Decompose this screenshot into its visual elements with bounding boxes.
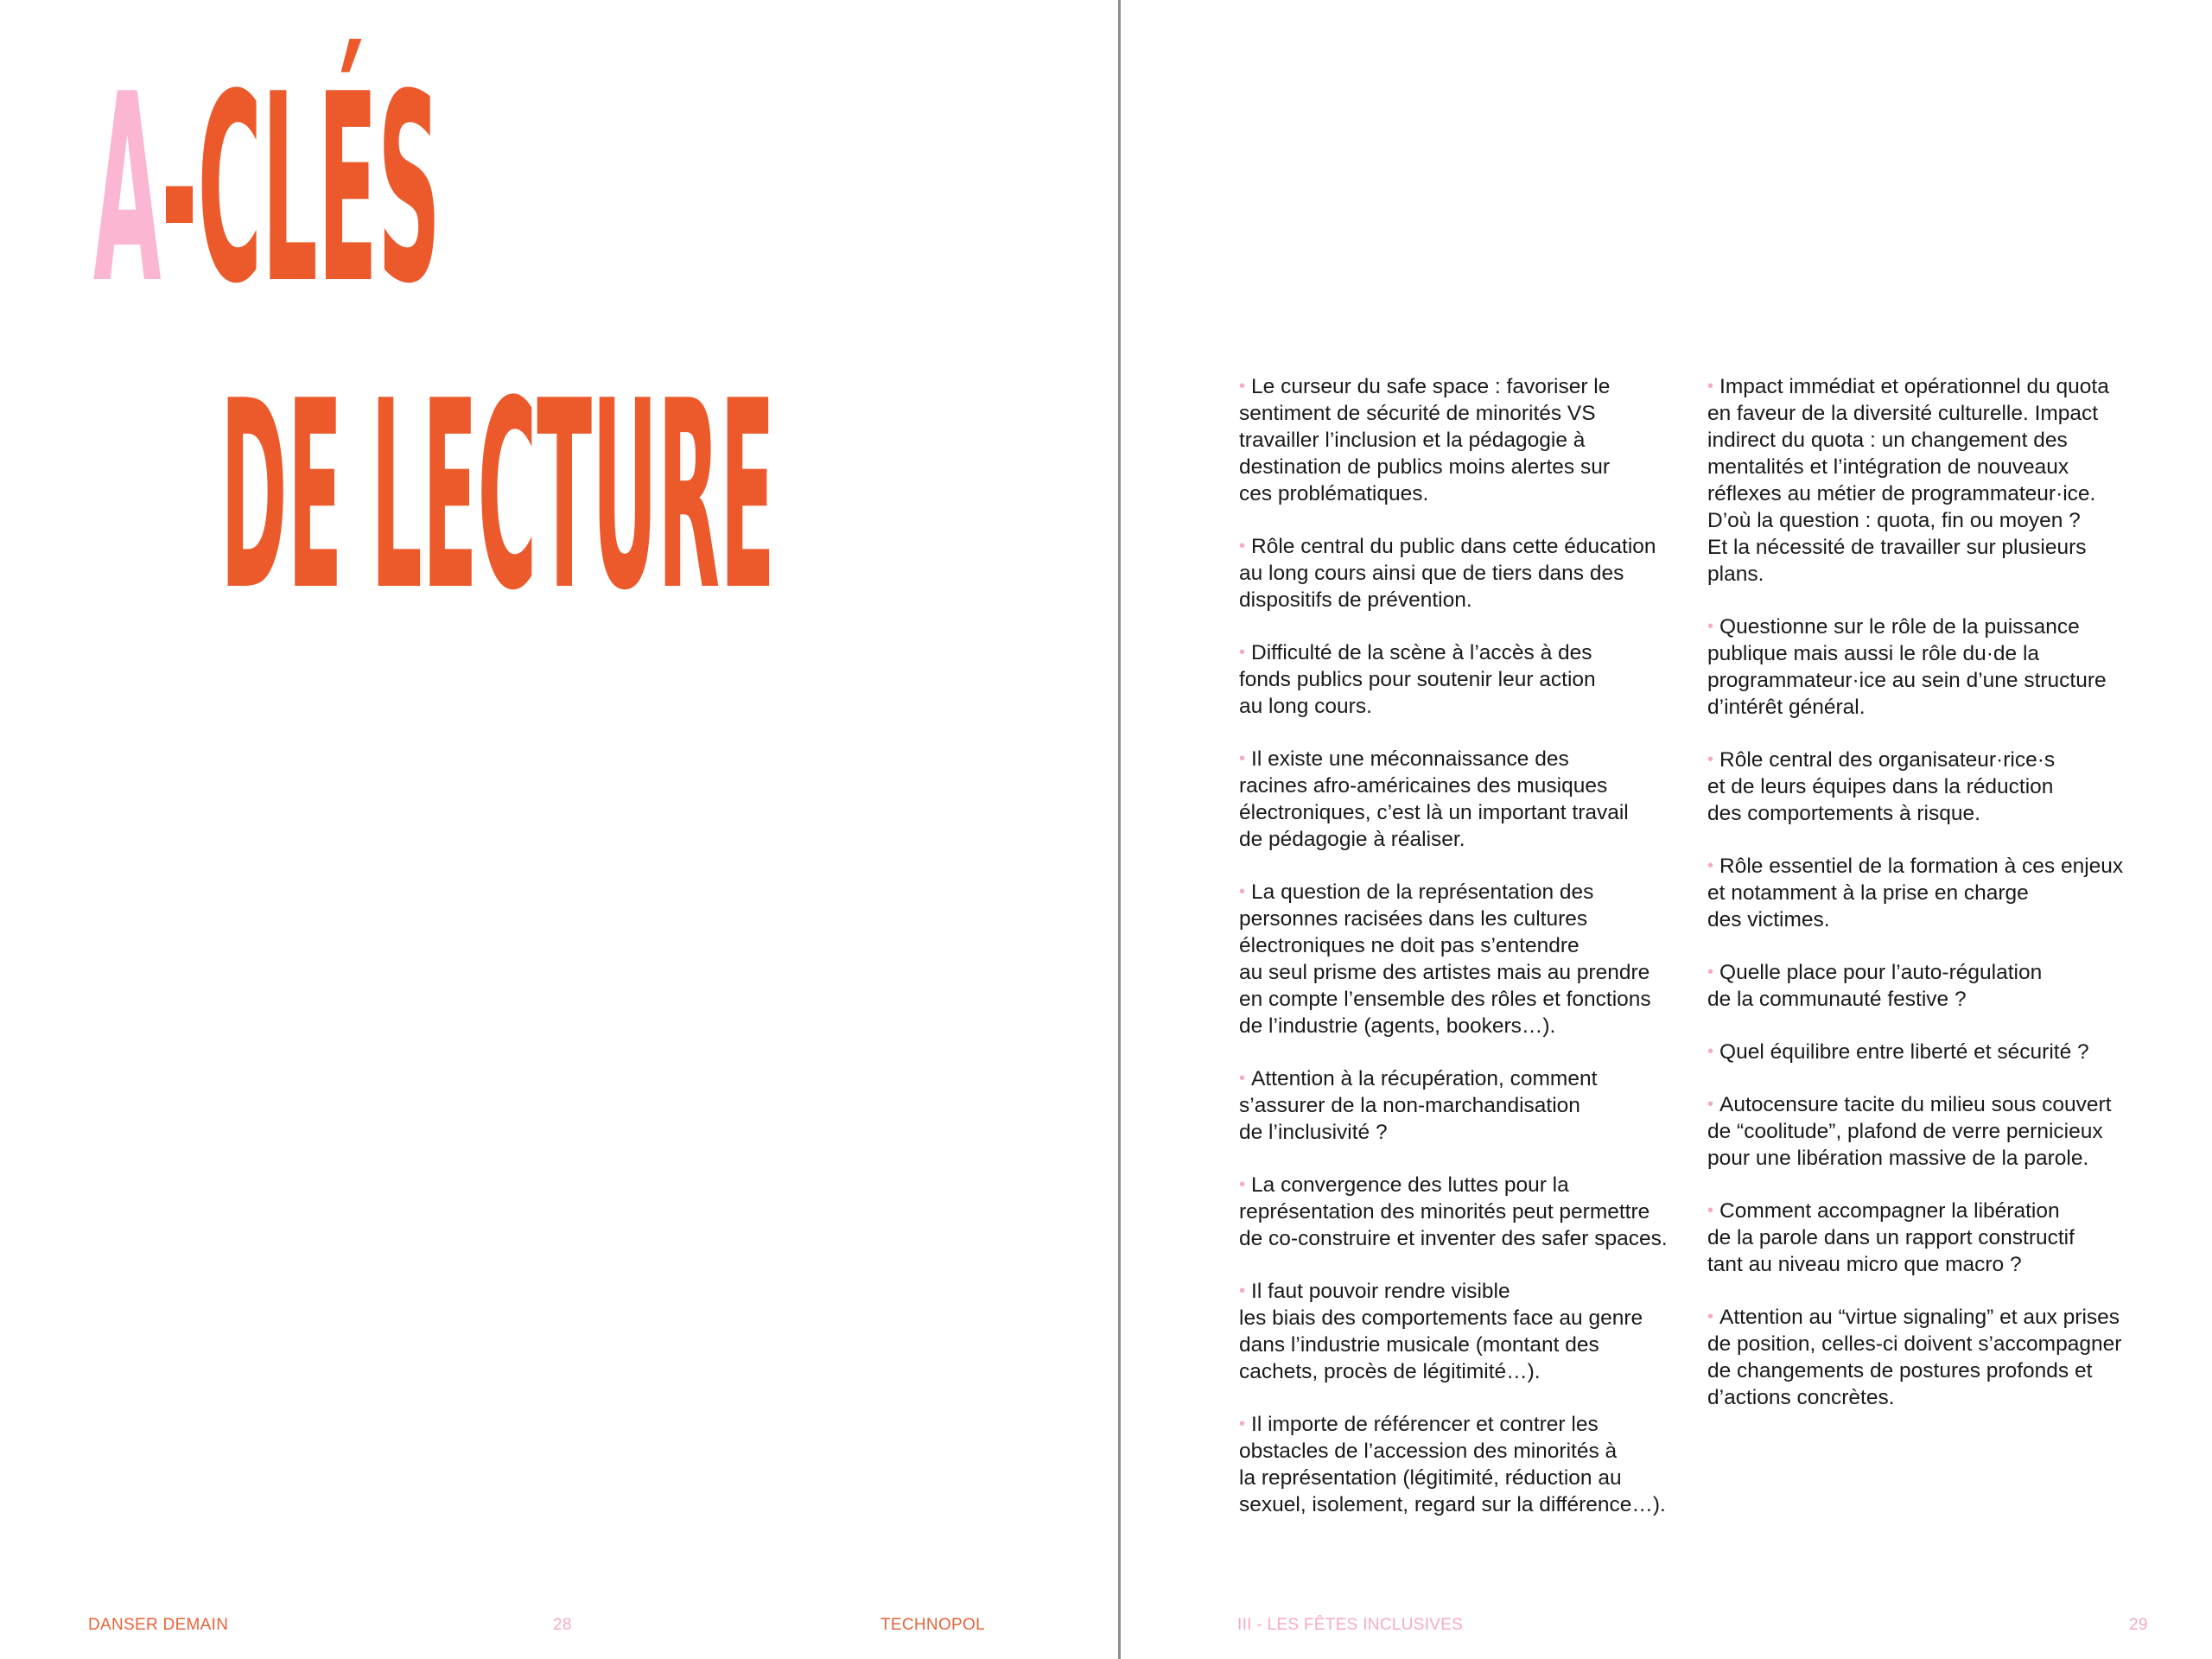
bullet-line: s’assurer de la non-marchandisation bbox=[1239, 1094, 1580, 1117]
bullet-dot-icon: • bbox=[1707, 963, 1714, 982]
bullet-line: personnes racisées dans les cultures bbox=[1239, 907, 1588, 931]
bullet-line: Il importe de référencer et contrer les bbox=[1251, 1413, 1599, 1436]
bullet-dot-icon: • bbox=[1239, 882, 1246, 901]
bullet-item bbox=[1707, 373, 2165, 588]
bullet-item bbox=[1239, 1065, 1697, 1146]
bullet-line: programmateur·ice au sein d’une structure bbox=[1707, 669, 2107, 692]
bullet-item bbox=[1707, 1091, 2165, 1172]
bullet-line: Attention au “virtue signaling” et aux prises bbox=[1719, 1306, 2120, 1329]
bullet-line: Il faut pouvoir rendre visible bbox=[1251, 1280, 1510, 1303]
bullet-line: la représentation (légitimité, réduction au bbox=[1239, 1466, 1622, 1490]
bullet-dot-icon: • bbox=[1239, 1281, 1246, 1300]
bullet-line: publique mais aussi le rôle du·de la bbox=[1707, 642, 2040, 665]
bullet-line: en faveur de la diversité culturelle. Impact bbox=[1707, 402, 2099, 425]
bullet-item bbox=[1707, 1198, 2165, 1278]
bullet-dot-icon: • bbox=[1707, 1095, 1714, 1114]
bullet-line: dispositifs de prévention. bbox=[1239, 588, 1472, 612]
bullet-dot-icon: • bbox=[1707, 1201, 1714, 1220]
bullet-line: et notamment à la prise en charge bbox=[1707, 881, 2029, 905]
bullet-dot-icon: • bbox=[1239, 1069, 1246, 1088]
bullet-line: représentation des minorités peut permettre bbox=[1239, 1200, 1650, 1224]
bullet-line: électroniques ne doit pas s’entendre bbox=[1239, 934, 1580, 957]
bullet-line: obstacles de l’accession des minorités à bbox=[1239, 1440, 1618, 1463]
bullet-line: plans. bbox=[1707, 563, 1764, 586]
bullet-line: d’intérêt général. bbox=[1707, 696, 1866, 719]
bullet-line: Quel équilibre entre liberté et sécurité ? bbox=[1719, 1040, 2089, 1064]
bullet-line: Difficulté de la scène à l’accès à des bbox=[1251, 641, 1592, 664]
bullet-dot-icon: • bbox=[1707, 856, 1714, 875]
bullet-line: de la parole dans un rapport constructif bbox=[1707, 1226, 2075, 1249]
footer-page-number-left: 28 bbox=[553, 1616, 572, 1634]
bullet-line: des comportements à risque. bbox=[1707, 802, 1980, 825]
title-word-de-lecture: DE LECTURE bbox=[220, 346, 775, 647]
bullet-dot-icon: • bbox=[1707, 377, 1714, 396]
bullet-item bbox=[1239, 639, 1697, 720]
bullet-dot-icon: • bbox=[1239, 1175, 1246, 1194]
bullet-line: mentalités et l’intégration de nouveaux bbox=[1707, 455, 2069, 479]
bullet-line: cachets, procès de légitimité…). bbox=[1239, 1360, 1541, 1383]
bullet-line: de pédagogie à réaliser. bbox=[1239, 828, 1465, 851]
bullet-dot-icon: • bbox=[1239, 537, 1246, 556]
bullet-dot-icon: • bbox=[1239, 643, 1246, 662]
footer-book-title: DANSER DEMAIN bbox=[88, 1616, 229, 1634]
left-column-bullets bbox=[1239, 373, 1697, 1544]
bullet-line: racines afro-américaines des musiques bbox=[1239, 774, 1608, 798]
bullet-line: en compte l’ensemble des rôles et fonctions bbox=[1239, 988, 1651, 1011]
title-line-1 bbox=[93, 39, 1121, 340]
footer-publisher: TECHNOPOL bbox=[880, 1616, 985, 1634]
bullet-dot-icon: • bbox=[1707, 617, 1714, 636]
bullet-line: Rôle central des organisateur·rice·s bbox=[1719, 748, 2056, 772]
bullet-line: D’où la question : quota, fin ou moyen ? bbox=[1707, 509, 2081, 532]
bullet-line: réflexes au métier de programmateur·ice. bbox=[1707, 482, 2096, 505]
bullet-line: de changements de postures profonds et bbox=[1707, 1359, 2093, 1382]
bullet-line: au long cours. bbox=[1239, 695, 1372, 718]
bullet-item bbox=[1707, 853, 2165, 933]
bullet-line: pour une libération massive de la parole. bbox=[1707, 1147, 2089, 1170]
bullet-line: fonds publics pour soutenir leur action bbox=[1239, 668, 1596, 691]
bullet-dot-icon: • bbox=[1239, 749, 1246, 768]
bullet-line: de l’inclusivité ? bbox=[1239, 1121, 1388, 1144]
bullet-item bbox=[1239, 746, 1697, 853]
bullet-line: indirect du quota : un changement des bbox=[1707, 429, 2068, 452]
bullet-line: travailler l’inclusion et la pédagogie à bbox=[1239, 429, 1586, 452]
bullet-item bbox=[1239, 533, 1697, 613]
bullet-line: les biais des comportements face au genre bbox=[1239, 1306, 1643, 1330]
bullet-line: La question de la représentation des bbox=[1251, 880, 1594, 904]
bullet-dot-icon: • bbox=[1707, 750, 1714, 769]
bullet-dot-icon: • bbox=[1707, 1042, 1714, 1061]
bullet-line: Autocensure tacite du milieu sous couvert bbox=[1719, 1093, 2112, 1116]
bullet-line: sentiment de sécurité de minorités VS bbox=[1239, 402, 1596, 425]
bullet-item bbox=[1239, 1411, 1697, 1518]
bullet-dot-icon: • bbox=[1239, 1414, 1246, 1433]
bullet-line: Rôle essentiel de la formation à ces enjeux bbox=[1719, 855, 2124, 878]
bullet-line: et de leurs équipes dans la réduction bbox=[1707, 775, 2054, 798]
bullet-line: de position, celles-ci doivent s’accompagner bbox=[1707, 1332, 2122, 1356]
title-word-cles: -CLÉS bbox=[161, 39, 441, 340]
bullet-item bbox=[1707, 613, 2165, 721]
bullet-line: de “coolitude”, plafond de verre pernicieux bbox=[1707, 1120, 2103, 1143]
bullet-dot-icon: • bbox=[1707, 1307, 1714, 1326]
bullet-line: électroniques, c’est là un important travail bbox=[1239, 801, 1629, 824]
bullet-line: Comment accompagner la libération bbox=[1719, 1199, 2060, 1223]
bullet-line: de co-construire et inventer des safer spaces. bbox=[1239, 1227, 1668, 1250]
bullet-item bbox=[1707, 1304, 2165, 1411]
bullet-line: des victimes. bbox=[1707, 908, 1830, 931]
bullet-line: Attention à la récupération, comment bbox=[1251, 1067, 1598, 1090]
bullet-line: de la communauté festive ? bbox=[1707, 988, 1967, 1011]
bullet-dot-icon: • bbox=[1239, 377, 1246, 396]
bullet-line: sexuel, isolement, regard sur la différence…). bbox=[1239, 1493, 1666, 1516]
bullet-line: d’actions concrètes. bbox=[1707, 1386, 1895, 1409]
footer-section-title: III - LES FÊTES INCLUSIVES bbox=[1237, 1616, 1464, 1634]
bullet-line: Impact immédiat et opérationnel du quota bbox=[1719, 375, 2109, 398]
title-letter-a: A bbox=[93, 39, 162, 340]
bullet-line: au seul prisme des artistes mais au prendre bbox=[1239, 961, 1650, 984]
bullet-item bbox=[1707, 959, 2165, 1013]
bullet-line: destination de publics moins alertes sur bbox=[1239, 455, 1610, 479]
bullet-line: Le curseur du safe space : favoriser le bbox=[1251, 375, 1611, 398]
bullet-item bbox=[1707, 1039, 2165, 1065]
bullet-line: Rôle central du public dans cette éducation bbox=[1251, 535, 1656, 558]
bullet-line: Questionne sur le rôle de la puissance bbox=[1719, 615, 2080, 639]
bullet-line: au long cours ainsi que de tiers dans des bbox=[1239, 562, 1624, 585]
bullet-line: Il existe une méconnaissance des bbox=[1251, 747, 1569, 771]
bullet-line: Quelle place pour l’auto-régulation bbox=[1719, 961, 2043, 984]
bullet-item bbox=[1239, 879, 1697, 1039]
bullet-line: dans l’industrie musicale (montant des bbox=[1239, 1333, 1599, 1357]
bullet-line: ces problématiques. bbox=[1239, 482, 1429, 505]
bullet-line: La convergence des luttes pour la bbox=[1251, 1173, 1569, 1197]
bullet-item bbox=[1707, 747, 2165, 827]
bullet-item bbox=[1239, 1172, 1697, 1252]
bullet-line: Et la nécessité de travailler sur plusieurs bbox=[1707, 536, 2087, 559]
bullet-item bbox=[1239, 1278, 1697, 1385]
footer-page-number-right: 29 bbox=[2129, 1616, 2148, 1634]
bullet-line: tant au niveau micro que macro ? bbox=[1707, 1253, 2022, 1276]
right-column-bullets bbox=[1707, 373, 2165, 1437]
bullet-line: de l’industrie (agents, bookers…). bbox=[1239, 1014, 1556, 1038]
bullet-item bbox=[1239, 373, 1697, 507]
title-glyphs-1 bbox=[93, 39, 441, 340]
